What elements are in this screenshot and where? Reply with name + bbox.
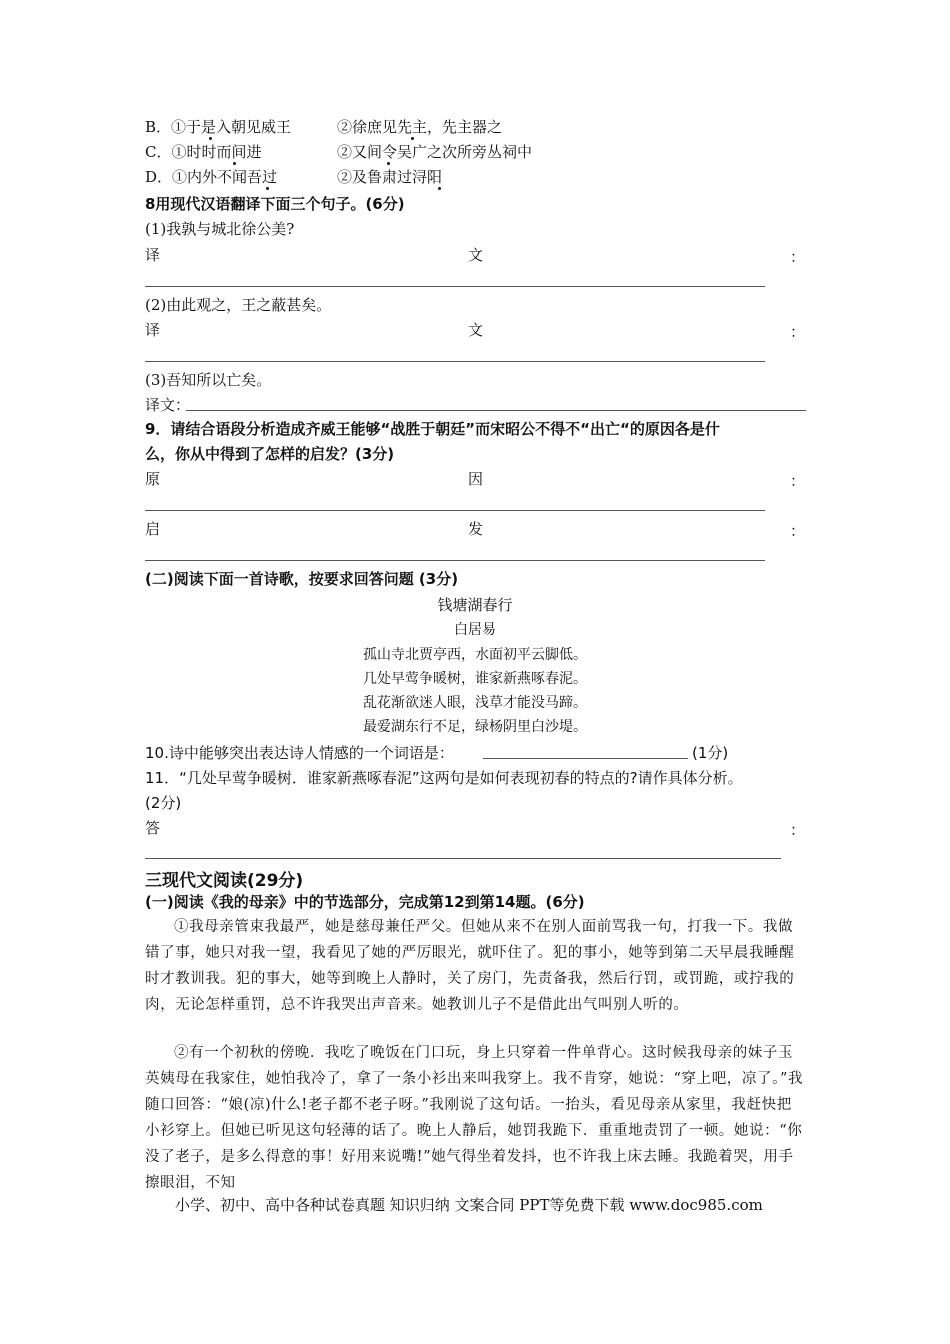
page-footer: 小学、初中、高中各种试卷真题 知识归纳 文案合同 PPT等免费下载 www.doc985.com: [175, 1196, 763, 1214]
q10-answer-blank[interactable]: [483, 758, 688, 759]
part-3-heading: 三现代文阅读(29分): [145, 871, 304, 891]
q9-label-yuan: 原: [145, 470, 161, 488]
poem-author: 白居易: [454, 622, 496, 638]
q8-colon-1: ：: [790, 248, 806, 266]
part-3-subheading: (一)阅读《我的母亲》中的节选部分，完成第12到第14题。(6分): [145, 893, 585, 911]
q9-colon-2: ：: [790, 522, 806, 540]
q8-colon-2: ：: [790, 323, 806, 341]
question-11-line-1: 11．“几处早莺争暖树．谁家新燕啄春泥”这两句是如何表现初春的特点的?请作具体分析。: [145, 769, 743, 787]
answer-line[interactable]: [145, 858, 781, 859]
answer-line[interactable]: [145, 361, 765, 362]
q10-score: (1分): [692, 744, 729, 762]
option-c-part2: ②又间令吴广之次所旁丛祠中: [337, 143, 533, 161]
q9-colon-1: ：: [790, 472, 806, 490]
option-b-part1: B．①于是入朝见威王: [145, 118, 292, 136]
option-c-part1: C．①时时而间进: [145, 143, 262, 161]
q8-sentence-1: (1)我孰与城北徐公美?: [145, 220, 295, 238]
q8-label-wen-2: 文: [468, 321, 484, 339]
q8-sentence-3: (3)吾知所以亡矣。: [145, 371, 272, 389]
q8-label-yi-1: 译: [145, 246, 161, 264]
emphasis-dot: [438, 187, 441, 190]
question-9-line-1: 9．请结合语段分析造成齐威王能够“战胜于朝廷”而宋昭公不得不“出亡“的原因各是什: [145, 420, 720, 438]
option-b-part2: ②徐庶见先主，先主器之: [337, 118, 503, 136]
poem-section-heading: (二)阅读下面一首诗歌，按要求回答问题 (3分): [145, 570, 459, 588]
passage-paragraph-2: ②有一个初秋的傍晚．我吃了晚饭在门口玩，身上只穿着一件单背心。这时候我母亲的妹子玉英姨母在我家住，她怕我冷了，拿了一条小衫出来叫我穿上。我不肯穿，她说：“穿上吧，凉了。”我随口回答：“娘(凉)什么!老子都不老子呀。”我刚说了这句话。一抬头，看见母亲从家里，我赶快把小衫穿上。但她已听见这句轻薄的话了。晚上人静后，她罚我跪下．重重地责罚了一顿。她说：“你没了老子，是多么得意的事！好用来说嘴!”她气得坐着发抖，也不许我上床去睡。我跪着哭，用手擦眼泪，不知: [145, 1045, 804, 1191]
q11-label-da: 答: [145, 819, 161, 837]
poem-line-3: 乱花渐欲迷人眼，浅草才能没马蹄。: [363, 695, 587, 711]
q9-label-qi: 启: [145, 520, 161, 538]
poem-title: 钱塘湖春行: [437, 596, 513, 614]
answer-line[interactable]: [186, 410, 806, 411]
emphasis-dot: [233, 162, 236, 165]
option-d-part2: ②及鲁肃过浔阳: [337, 168, 443, 186]
emphasis-dot: [411, 137, 414, 140]
poem-line-2: 几处早莺争暖树，谁家新燕啄春泥。: [363, 671, 587, 687]
answer-line[interactable]: [145, 286, 765, 287]
q8-label-yiwen-3: 译文：: [145, 396, 191, 414]
question-9-line-2: 么，你从中得到了怎样的启发？(3分): [145, 445, 395, 463]
q8-label-yi-2: 译: [145, 321, 161, 339]
poem-line-4: 最爱湖东行不足，绿杨阴里白沙堤。: [363, 719, 587, 735]
q8-label-wen-1: 文: [468, 246, 484, 264]
question-10: 10.诗中能够突出表达诗人情感的一个词语是：: [145, 744, 454, 762]
emphasis-dot: [387, 162, 390, 165]
poem-line-1: 孤山寺北贾亭西，水面初平云脚低。: [363, 647, 587, 663]
option-d-part1: D．①内外不闻吾过: [145, 168, 278, 186]
question-11-line-2: (2分): [145, 794, 182, 812]
q11-colon: ：: [790, 821, 806, 839]
q9-label-fa: 发: [468, 520, 484, 538]
passage-paragraph-1: ①我母亲管束我最严，她是慈母兼任严父。但她从来不在别人面前骂我一句，打我一下。我做错了事，她只对我一望，我看见了她的严厉眼光，就吓住了。犯的事小，她等到第二天早晨我睡醒时才教训我。犯的事大，她等到晚上人静时，关了房门，先责备我，然后行罚，或罚跪，或拧我的肉，无论怎样重罚，总不许我哭出声音来。她教训儿子不是借此出气叫别人听的。: [145, 919, 795, 1013]
answer-line[interactable]: [145, 560, 765, 561]
emphasis-dot: [209, 137, 212, 140]
q8-sentence-2: (2)由此观之，王之蔽甚矣。: [145, 296, 332, 314]
emphasis-dot: [266, 187, 269, 190]
answer-line[interactable]: [145, 510, 765, 511]
question-8-title: 8用现代汉语翻译下面三个句子。(6分): [145, 195, 405, 213]
q9-label-yin: 因: [468, 470, 484, 488]
